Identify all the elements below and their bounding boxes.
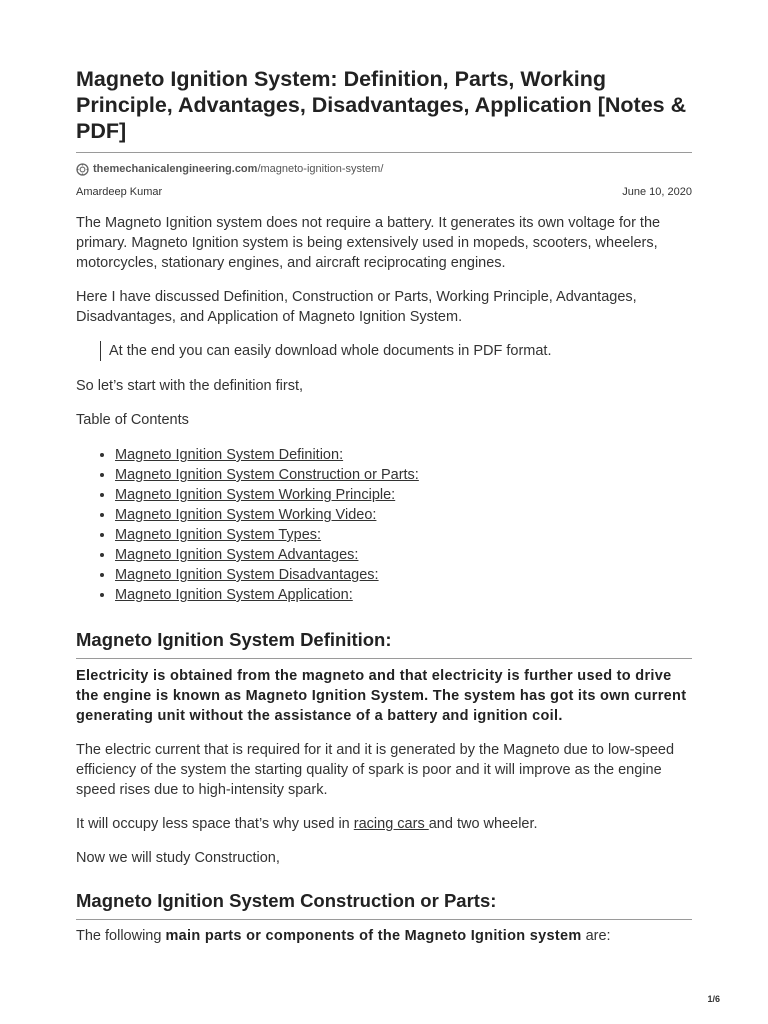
- parts-paragraph: [76, 926, 692, 946]
- parts-text-bold: main parts or components of the Magneto Ignition system: [165, 928, 582, 944]
- pdf-note-quote: At the end you can easily download whole documents in PDF format.: [100, 341, 692, 361]
- start-text: So let’s start with the definition first,: [76, 378, 304, 394]
- globe-icon: [76, 163, 89, 176]
- article-title: Magneto Ignition System: Definition, Parts, Working Principle, Advantages, Disadvantages, Application [Notes & PDF]: [76, 67, 687, 143]
- parts-text-before: The following: [76, 928, 166, 944]
- toc-link-advantages[interactable]: Magneto Ignition System Advantages:: [115, 547, 359, 563]
- toc-link-types[interactable]: Magneto Ignition System Types:: [115, 527, 322, 543]
- racing-cars-link[interactable]: racing cars: [353, 816, 429, 832]
- construction-intro: Now we will study Construction,: [76, 850, 280, 866]
- toc-item: [115, 525, 692, 545]
- parts-text-after: are:: [581, 928, 611, 944]
- toc-link-construction[interactable]: Magneto Ignition System Construction or Parts:: [115, 467, 419, 483]
- toc-item: [115, 445, 692, 465]
- page-number: 1/6: [707, 994, 720, 1004]
- construction-heading: Magneto Ignition System Construction or Parts:: [76, 890, 497, 911]
- intro-paragraph-1: The Magneto Ignition system does not require a battery. It generates its own voltage for the primary. Magneto Ignition system is being extensively used in mopeds, scooters, wheelers, motorcycles, stationary engines, and aircraft reciprocating engines.: [76, 215, 661, 271]
- space-text-before: It will occupy less space that’s why used in: [76, 816, 354, 832]
- definition-body-paragraph: The electric current that is required for it and it is generated by the Magneto due to low-speed efficiency of the system the starting quality of spark is poor and it will improve as the engine speed rises due to high-intensity spark.: [76, 742, 675, 798]
- toc-heading: Table of Contents: [76, 412, 189, 428]
- publish-date: June 10, 2020: [622, 186, 692, 198]
- toc-link-definition[interactable]: Magneto Ignition System Definition:: [115, 447, 344, 463]
- space-paragraph: [76, 814, 692, 834]
- toc-item: [115, 565, 692, 585]
- toc-link-working-principle[interactable]: Magneto Ignition System Working Principle:: [115, 487, 396, 503]
- author-name: Amardeep Kumar: [76, 186, 163, 198]
- definition-divider: [76, 658, 692, 659]
- space-text-after: and two wheeler.: [428, 816, 538, 832]
- toc-item: [115, 545, 692, 565]
- toc-link-disadvantages[interactable]: Magneto Ignition System Disadvantages:: [115, 567, 379, 583]
- byline: [76, 186, 692, 198]
- toc-item: [115, 485, 692, 505]
- toc-link-application[interactable]: Magneto Ignition System Application:: [115, 587, 353, 603]
- table-of-contents: [76, 445, 692, 605]
- construction-divider: [76, 919, 692, 920]
- toc-item: [115, 585, 692, 605]
- definition-heading: Magneto Ignition System Definition:: [76, 629, 392, 650]
- intro-paragraph-2: Here I have discussed Definition, Construction or Parts, Working Principle, Advantages, Disadvantages, and Application of Magneto Ignition System.: [76, 289, 637, 325]
- source-line: [76, 161, 692, 177]
- toc-link-working-video[interactable]: Magneto Ignition System Working Video:: [115, 507, 377, 523]
- definition-bold-paragraph: Electricity is obtained from the magneto and that electricity is further used to drive the engine is known as Magneto Ignition System. The system has got its own current generating unit without the assistance of a battery and ignition coil.: [76, 668, 687, 724]
- source-domain[interactable]: themechanicalengineering.com: [93, 163, 258, 175]
- toc-item: [115, 505, 692, 525]
- title-divider: [76, 152, 692, 153]
- toc-item: [115, 465, 692, 485]
- article-page: [76, 66, 692, 946]
- source-path[interactable]: /magneto-ignition-system/: [257, 163, 384, 175]
